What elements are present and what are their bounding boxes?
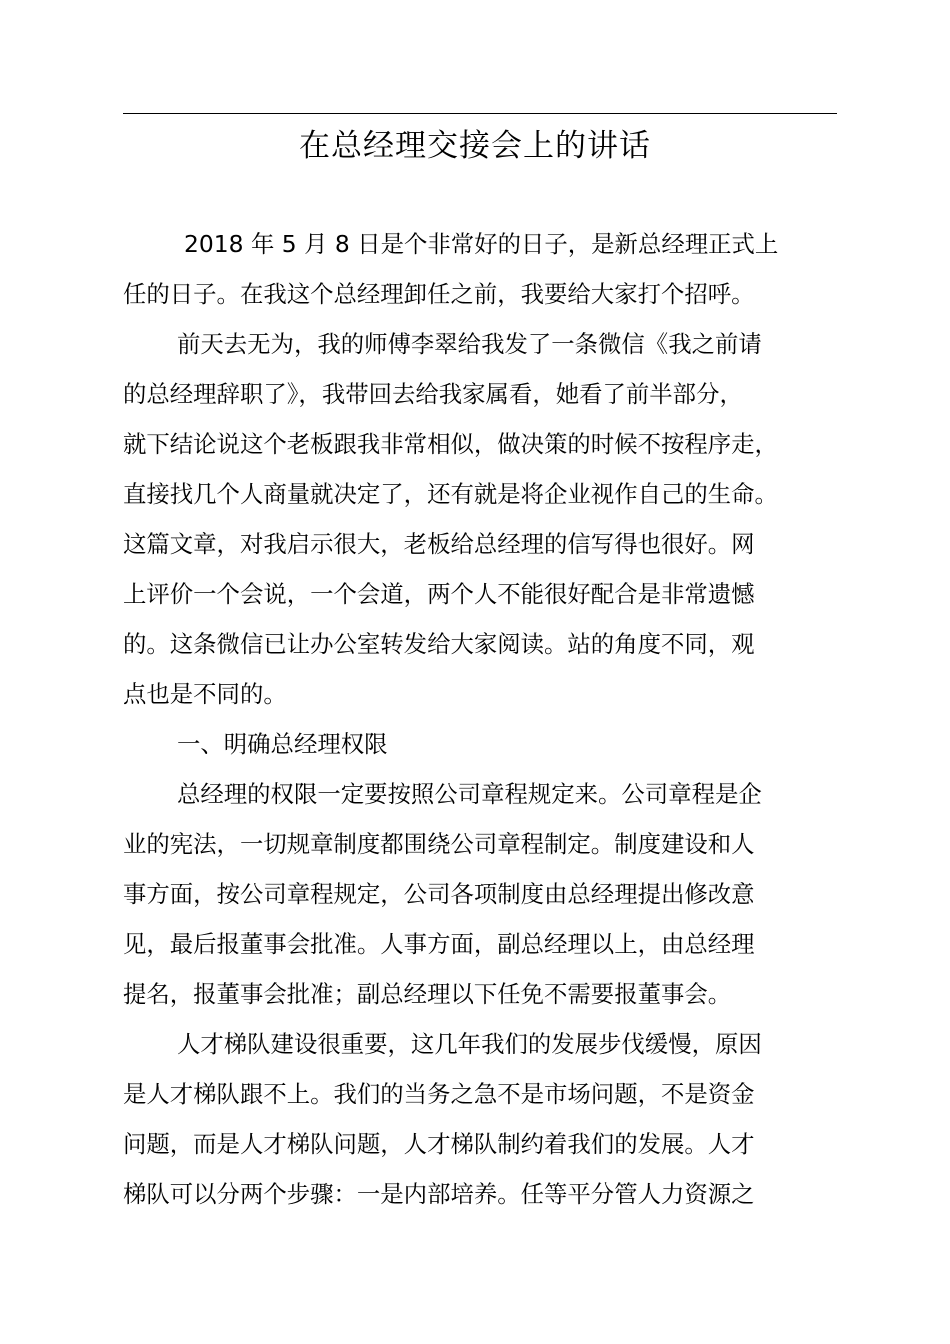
body-line: 总经理的权限一定要按照公司章程规定来。公司章程是企 [177, 780, 762, 808]
section-heading: 一、明确总经理权限 [177, 730, 388, 758]
body-line: 点也是不同的。 [123, 680, 287, 708]
body-line: 事方面，按公司章程规定，公司各项制度由总经理提出修改意 [123, 880, 755, 908]
body-line: 这篇文章，对我启示很大，老板给总经理的信写得也很好。网 [123, 530, 755, 558]
body-line: 问题，而是人才梯队问题，人才梯队制约着我们的发展。人才 [123, 1130, 755, 1158]
body-line: 梯队可以分两个步骤：一是内部培养。任等平分管人力资源之 [123, 1180, 755, 1208]
header-rule [123, 113, 837, 114]
body-line: 业的宪法，一切规章制度都围绕公司章程制定。制度建设和人 [123, 830, 755, 858]
body-line: 上评价一个会说，一个会道，两个人不能很好配合是非常遗憾 [123, 580, 755, 608]
body-line: 人才梯队建设很重要，这几年我们的发展步伐缓慢，原因 [177, 1030, 762, 1058]
body-line: 的。这条微信已让办公室转发给大家阅读。站的角度不同，观 [123, 630, 755, 658]
document-title: 在总经理交接会上的讲话 [299, 128, 651, 164]
body-line: 任的日子。在我这个总经理卸任之前，我要给大家打个招呼。 [123, 280, 755, 308]
body-line: 直接找几个人商量就决定了，还有就是将企业视作自己的生命。 [123, 480, 778, 508]
body-line: 2018 年 5 月 8 日是个非常好的日子，是新总经理正式上 [184, 230, 779, 258]
body-line: 见，最后报董事会批准。人事方面，副总经理以上，由总经理 [123, 930, 755, 958]
body-line: 就下结论说这个老板跟我非常相似，做决策的时候不按程序走， [123, 430, 778, 458]
body-line: 前天去无为，我的师傅李翠给我发了一条微信《我之前请 [177, 330, 762, 358]
body-line: 的总经理辞职了》，我带回去给我家属看，她看了前半部分， [123, 380, 743, 408]
body-line: 提名，报董事会批准；副总经理以下任免不需要报董事会。 [123, 980, 732, 1008]
body-line: 是人才梯队跟不上。我们的当务之急不是市场问题，不是资金 [123, 1080, 755, 1108]
